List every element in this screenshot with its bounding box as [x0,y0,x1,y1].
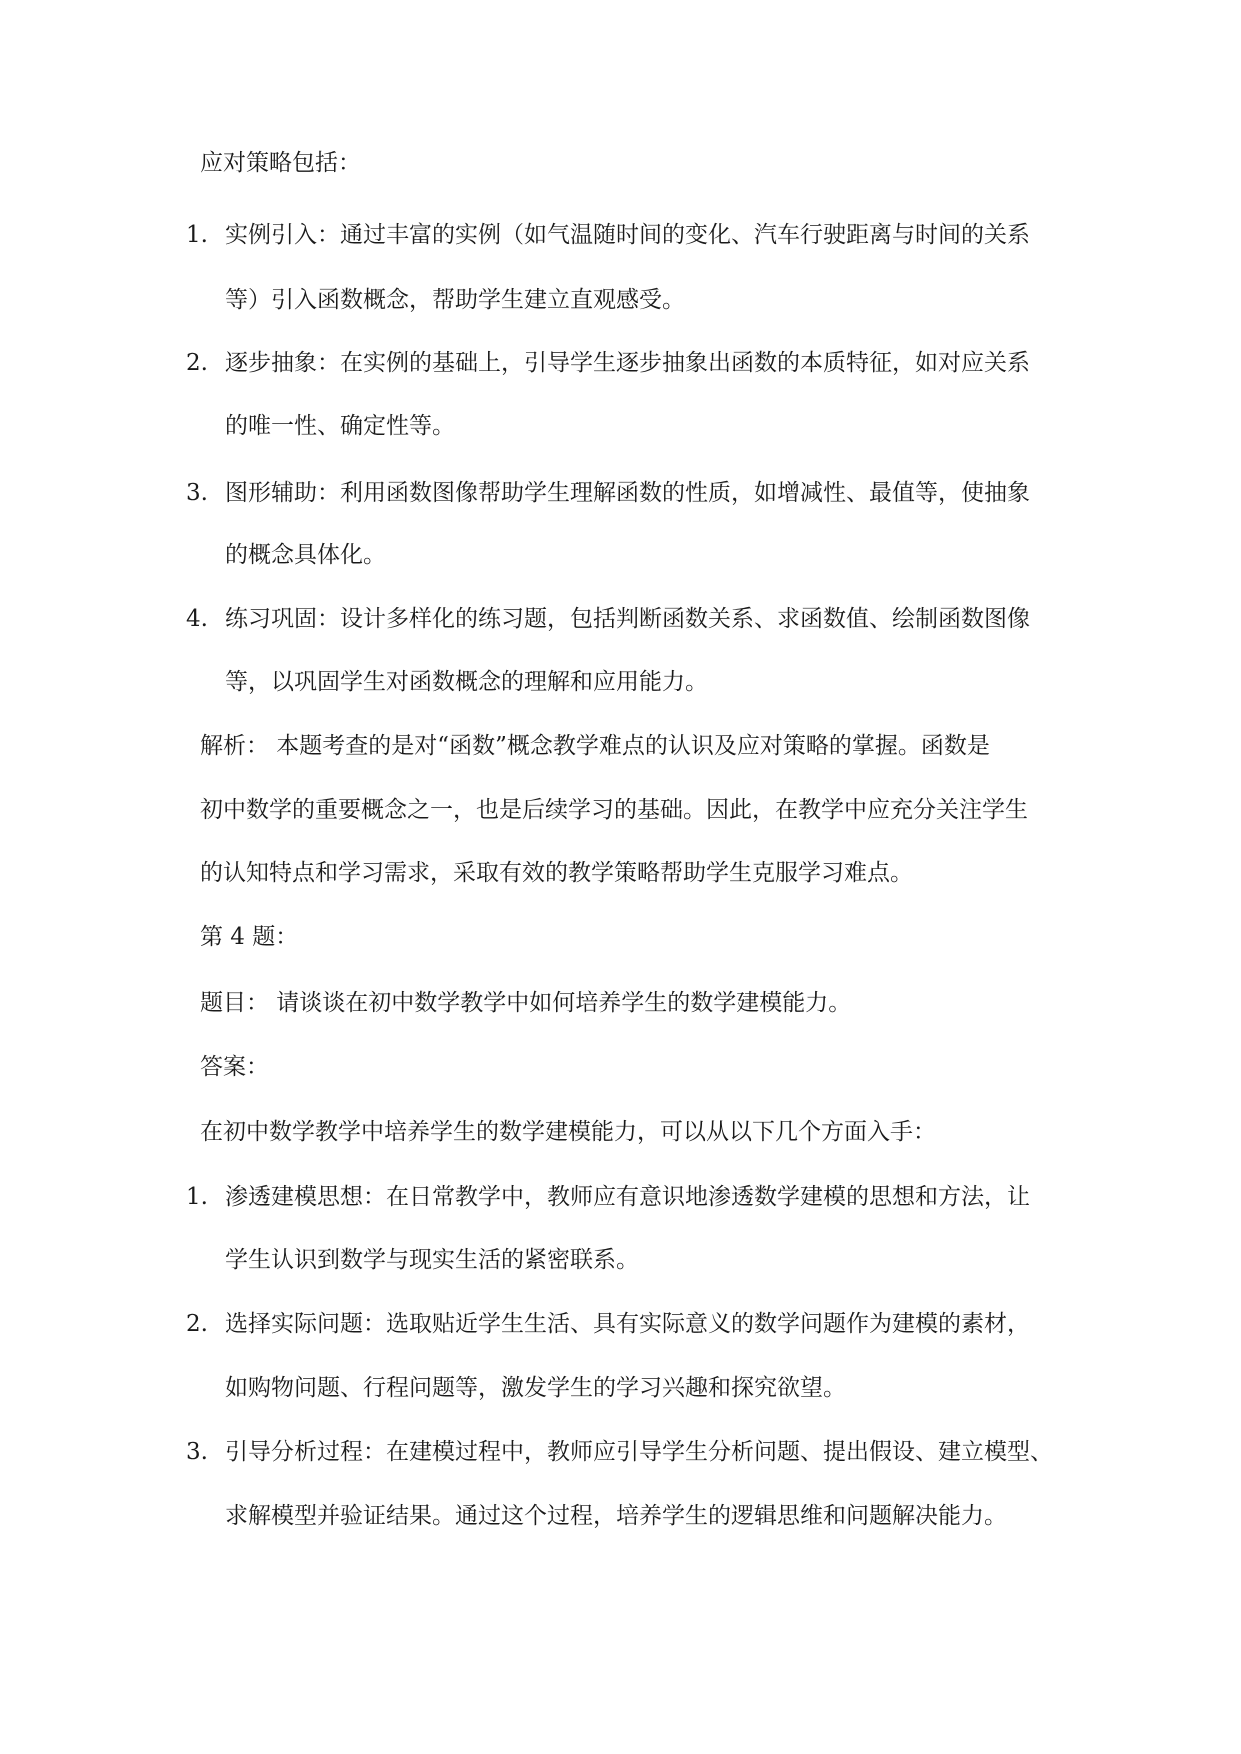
list-item-number: 3. [186,1439,208,1465]
list-item-line: 引导分析过程：在建模过程中，教师应引导学生分析问题、提出假设、建立模型、 [225,1439,1053,1465]
analysis-line: 的认知特点和学习需求，采取有效的教学策略帮助学生克服学习难点。 [200,860,913,886]
list-item-line: 如购物问题、行程问题等，激发学生的学习兴趣和探究欲望。 [225,1375,846,1401]
list-item-number: 4. [186,606,208,632]
list-item-line: 逐步抽象：在实例的基础上，引导学生逐步抽象出函数的本质特征，如对应关系 [225,350,1030,376]
strategies-intro: 应对策略包括： [200,150,361,176]
question-prompt: 题目： 请谈谈在初中数学教学中如何培养学生的数学建模能力。 [200,990,852,1016]
list-item-number: 1. [186,1184,208,1210]
question-heading: 第 4 题： [200,924,299,950]
list-item-line: 求解模型并验证结果。通过这个过程，培养学生的逻辑思维和问题解决能力。 [225,1503,1007,1529]
list-item-line: 图形辅助：利用函数图像帮助学生理解函数的性质，如增减性、最值等，使抽象 [225,480,1030,506]
list-item-number: 2. [186,1311,208,1337]
list-item-number: 1. [186,222,208,248]
list-item-line: 选择实际问题：选取贴近学生生活、具有实际意义的数学问题作为建模的素材， [225,1311,1030,1337]
list-item-line: 练习巩固：设计多样化的练习题，包括判断函数关系、求函数值、绘制函数图像 [225,606,1030,632]
list-item-number: 3. [186,480,208,506]
list-item-line: 的概念具体化。 [225,542,386,568]
analysis-line: 解析： 本题考查的是对“函数”概念教学难点的认识及应对策略的掌握。函数是 [200,733,990,759]
list-item-line: 等，以巩固学生对函数概念的理解和应用能力。 [225,669,708,695]
answer-intro: 在初中数学教学中培养学生的数学建模能力，可以从以下几个方面入手： [200,1119,936,1145]
list-item-line: 等）引入函数概念，帮助学生建立直观感受。 [225,287,685,313]
list-item-line: 的唯一性、确定性等。 [225,413,455,439]
analysis-line: 初中数学的重要概念之一，也是后续学习的基础。因此，在教学中应充分关注学生 [200,797,1028,823]
answer-label: 答案： [200,1054,269,1080]
list-item-line: 实例引入：通过丰富的实例（如气温随时间的变化、汽车行驶距离与时间的关系 [225,222,1030,248]
list-item-line: 渗透建模思想：在日常教学中，教师应有意识地渗透数学建模的思想和方法，让 [225,1184,1030,1210]
list-item-number: 2. [186,350,208,376]
list-item-line: 学生认识到数学与现实生活的紧密联系。 [225,1247,639,1273]
